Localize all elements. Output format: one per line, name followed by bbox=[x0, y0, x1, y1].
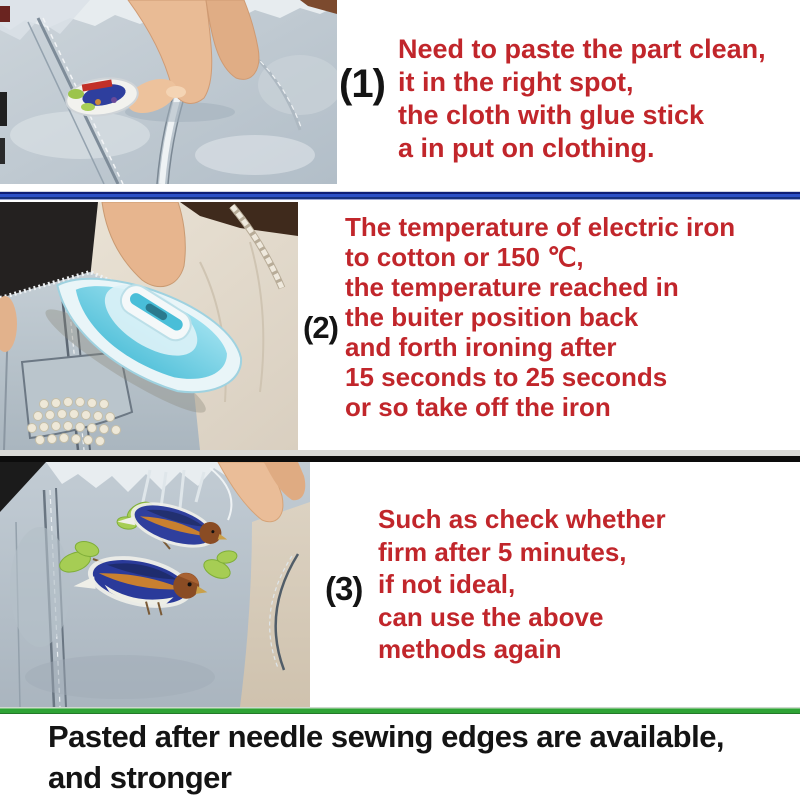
step1-photo-placing-patch-on-denim bbox=[0, 0, 337, 184]
footer-line: Pasted after needle sewing edges are available, bbox=[48, 719, 725, 754]
blue-divider-line bbox=[0, 191, 800, 200]
footer-note bbox=[48, 716, 724, 798]
step2-number: (2) bbox=[303, 310, 338, 345]
step1-instructions bbox=[398, 33, 766, 165]
step3-line: firm after 5 minutes, bbox=[378, 536, 627, 567]
green-divider-line bbox=[0, 707, 800, 714]
step2-photo-svg bbox=[0, 202, 298, 450]
step2-line: 15 seconds to 25 seconds bbox=[345, 362, 668, 392]
step2-line: the temperature reached in bbox=[345, 272, 679, 302]
step2-line: The temperature of electric iron bbox=[345, 212, 736, 242]
step3-line: if not ideal, bbox=[378, 569, 516, 599]
step1-number: (1) bbox=[339, 62, 385, 106]
step3-photo-finished-patch bbox=[0, 462, 310, 707]
step2-line: and forth ironing after bbox=[345, 332, 617, 362]
step1-line: it in the right spot, bbox=[398, 67, 634, 97]
step3-line: can use the above bbox=[378, 601, 604, 632]
step3-line: methods again bbox=[378, 634, 562, 664]
step2-instructions bbox=[345, 212, 735, 422]
footer-line: and stronger bbox=[48, 760, 232, 795]
step2-line: or so take off the iron bbox=[345, 392, 611, 422]
step2-line: the buiter position back bbox=[345, 302, 639, 332]
step3-line: Such as check whether bbox=[378, 504, 666, 534]
step3-photo-svg bbox=[0, 462, 310, 707]
step3-number: (3) bbox=[325, 570, 363, 607]
step2-photo-ironing-patch bbox=[0, 202, 298, 450]
step1-line: Need to paste the part clean, bbox=[398, 34, 766, 64]
step2-line: to cotton or 150 ℃, bbox=[345, 242, 584, 272]
step1-photo-svg bbox=[0, 0, 337, 184]
black-divider-line bbox=[0, 456, 800, 462]
step3-instructions bbox=[378, 503, 666, 666]
step1-line: the cloth with glue stick bbox=[398, 100, 705, 130]
step1-line: a in put on clothing. bbox=[398, 133, 655, 163]
